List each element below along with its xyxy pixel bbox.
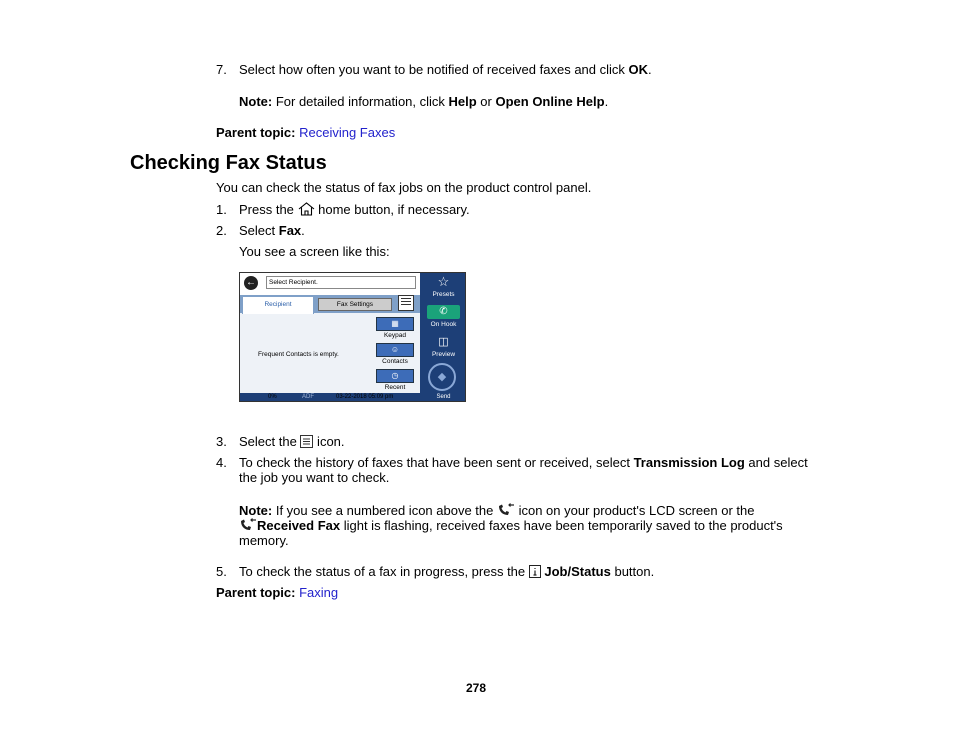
step-text: Select [239,223,279,238]
ok-label: OK [628,62,649,77]
send-label: Send [436,394,451,400]
step-text: button. [610,564,655,579]
preview-icon: ◫ [438,336,449,348]
step-1-text [239,202,470,219]
step-2-number: 2. [216,223,227,238]
step-2-text [239,223,305,238]
faxing-link[interactable]: Faxing [299,585,339,600]
note-text: or [476,94,496,109]
back-arrow-icon: ← [246,277,256,288]
punct: . [648,62,652,77]
parent-topic-label: Parent topic: [216,585,296,600]
step-5-number: 5. [216,564,227,579]
step-4-text-line2: the job you want to check. [239,470,390,485]
transmission-log-label: Transmission Log [633,455,745,470]
onhook-label: On Hook [430,321,457,328]
contacts-icon: ☺ [376,343,414,357]
phone-icon: ✆ [427,305,460,319]
punct: . [301,223,305,238]
contacts-label: Contacts [382,358,408,365]
step-4-text-line1 [239,455,808,470]
step-text: Select the [239,434,301,449]
open-online-help-label: Open Online Help [495,94,605,109]
intro-text: You can check the status of fax jobs on the product control panel. [216,180,592,195]
step-3-text [239,434,345,451]
step-text: Select how often you want to be notified of received faxes and click [239,62,629,77]
help-label: Help [448,94,477,109]
note-received-fax-line2 [239,518,783,535]
step-1-number: 1. [216,202,227,217]
receiving-faxes-link[interactable]: Receiving Faxes [299,125,396,140]
received-fax-label: Received Fax [257,518,341,533]
step-text: To check the history of faxes that have been sent or received, select [239,455,634,470]
page-title: Checking Fax Status [130,152,327,174]
fax-label: Fax [278,223,302,238]
lcd-screen-image [239,272,466,402]
menu-list-icon [300,435,313,451]
step-2-followup: You see a screen like this: [239,244,390,259]
keypad-icon: ▦ [376,317,414,331]
parent-topic-faxing [216,585,338,600]
ink-percent: 0% [268,394,277,400]
parent-topic-receiving [216,125,395,140]
note-label: Note: [239,503,273,518]
step-text: and select [744,455,808,470]
step-7-text [239,62,652,77]
note-text: light is flashing, received faxes have been temporarily saved to the product's [340,518,783,533]
punct: . [604,94,609,109]
menu-list-icon [398,295,414,311]
preview-label: Preview [431,351,456,358]
status-date: 03-22-2018 05:09 pm [336,394,394,400]
tab-fax-settings: Fax Settings [318,298,392,311]
page-number: 278 [466,681,487,695]
note-received-fax-line3: memory. [239,533,289,548]
step-7 [216,62,227,77]
tab-recipient: Recipient [242,296,314,314]
recent-label: Recent [384,384,406,391]
step-number: 7. [216,62,227,77]
note-text: icon on your product's LCD screen or the [514,503,755,518]
presets-label: Presets [432,291,455,298]
recipient-field: Select Recipient. [266,276,416,289]
note-label: Note: [239,94,273,109]
note-text: For detailed information, click [272,94,449,109]
keypad-label: Keypad [383,332,407,339]
step-4-number: 4. [216,455,227,470]
step-text: To check the status of a fax in progress, press the [239,564,529,579]
empty-contacts-text: Frequent Contacts is empty. [258,351,339,358]
adf-indicator: ADF [302,394,314,400]
note-text: If you see a numbered icon above the [272,503,497,518]
step-text: icon. [313,434,345,449]
recent-icon: ◷ [376,369,414,383]
parent-topic-label: Parent topic: [216,125,296,140]
step-text: Press the [239,202,298,217]
send-icon: ◆ [428,363,456,391]
star-icon: ☆ [437,274,450,289]
step-text: home button, if necessary. [314,202,470,217]
job-status-icon [529,565,541,581]
step-5-text [239,564,654,581]
note-help [239,94,608,109]
step-3-number: 3. [216,434,227,449]
job-status-label: Job/Status [544,564,611,579]
home-icon [298,202,315,219]
